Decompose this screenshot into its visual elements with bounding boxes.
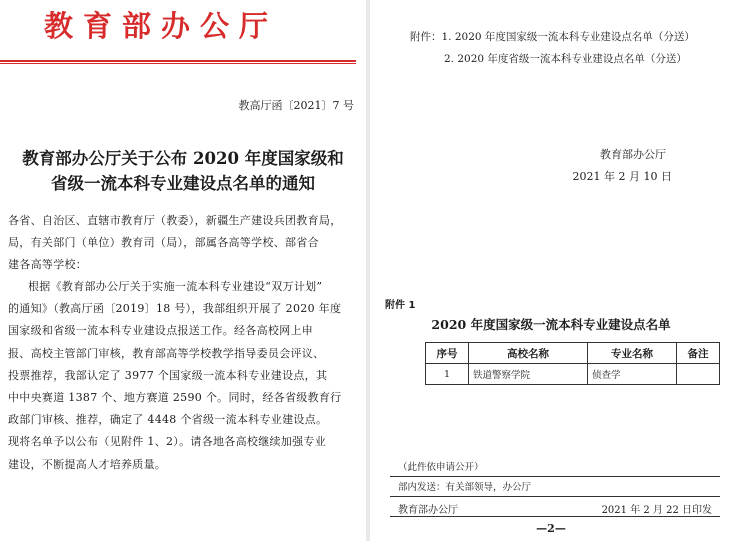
attachment-item: 2. 2020 年度省级一流本科专业建设点名单（分送） — [444, 53, 687, 65]
body-line: 建设，不断提高人才培养质量。 — [8, 457, 167, 471]
body-line: 根据《教育部办公厅关于实施一流本科专业建设“双万计划” — [28, 280, 323, 293]
body-line: 的通知》（教高厅函〔2019〕18 号），我部组织开展了 2020 年度 — [8, 302, 342, 316]
cell-school: 铁道警察学院 — [469, 364, 588, 385]
table-row — [426, 364, 720, 385]
body-line: 中中央赛道 1387 个、地方赛道 2590 个。同时，经各省级教育行 — [8, 391, 342, 405]
header-index: 序号 — [426, 343, 469, 364]
notice-page-2 — [370, 0, 732, 541]
distribution-list: 部内发送：有关部领导，办公厅 — [398, 482, 532, 493]
body-line: 投票推荐，我部认定了 3977 个国家级一流本科专业建设点，其 — [8, 368, 328, 382]
body-line: 国家级和省级一流本科专业建设点报送工作。经各高校网上申 — [8, 324, 314, 338]
attachment-list — [410, 26, 695, 70]
footer-divider-3 — [390, 516, 720, 517]
table-header-row — [426, 343, 720, 364]
header-school: 高校名称 — [469, 343, 588, 364]
document-number: 教高厅函〔2021〕7 号 — [238, 99, 354, 112]
disclosure-note: （此件依申请公开） — [398, 462, 484, 473]
body-line: 政部门审核、推荐，确定了 4448 个省级一流本科专业建设点。 — [8, 413, 328, 427]
cell-major: 侦查学 — [588, 364, 677, 385]
footer-print-date: 2021 年 2 月 22 日印发 — [601, 505, 712, 516]
red-divider-top — [0, 60, 356, 62]
addressee-block — [8, 210, 358, 276]
footer-issuer: 教育部办公厅 — [398, 505, 458, 516]
red-divider-bottom — [0, 63, 356, 64]
page-number: —2— — [536, 522, 566, 535]
cell-remark — [677, 364, 720, 385]
document-title — [0, 146, 366, 196]
footer-divider-2 — [390, 496, 720, 497]
addressee-line: 建各高等学校： — [8, 258, 88, 271]
construction-site-table — [425, 342, 720, 385]
masthead: 教育部办公厅 — [44, 9, 279, 43]
footer-divider-1 — [390, 476, 720, 477]
appendix-title: 2020 年度国家级一流本科专业建设点名单 — [431, 317, 671, 332]
body-paragraph — [8, 276, 358, 476]
addressee-line: 局，有关部门（单位）教育司（局），部属各高等学校、部省合 — [8, 236, 319, 249]
header-remark: 备注 — [677, 343, 720, 364]
body-line: 现将名单予以公布（见附件 1、2）。请各地各高校继续加强专业 — [8, 435, 326, 449]
appendix-label: 附件 1 — [385, 300, 416, 311]
body-line: 报、高校主管部门审核，教育部高等学校教学指导委员会评议、 — [8, 346, 325, 360]
header-major: 专业名称 — [588, 343, 677, 364]
issue-date: 2021 年 2 月 10 日 — [572, 170, 672, 183]
title-line-2: 省级一流本科专业建设点名单的通知 — [51, 174, 315, 193]
title-line-1: 教育部办公厅关于公布 2020 年度国家级和 — [22, 149, 344, 168]
addressee-line: 各省、自治区、直辖市教育厅（教委），新疆生产建设兵团教育局， — [8, 214, 342, 227]
issuer: 教育部办公厅 — [600, 148, 666, 161]
cell-index: 1 — [426, 364, 469, 385]
attachment-item: 附件：1. 2020 年度国家级一流本科专业建设点名单（分送） — [410, 31, 695, 43]
